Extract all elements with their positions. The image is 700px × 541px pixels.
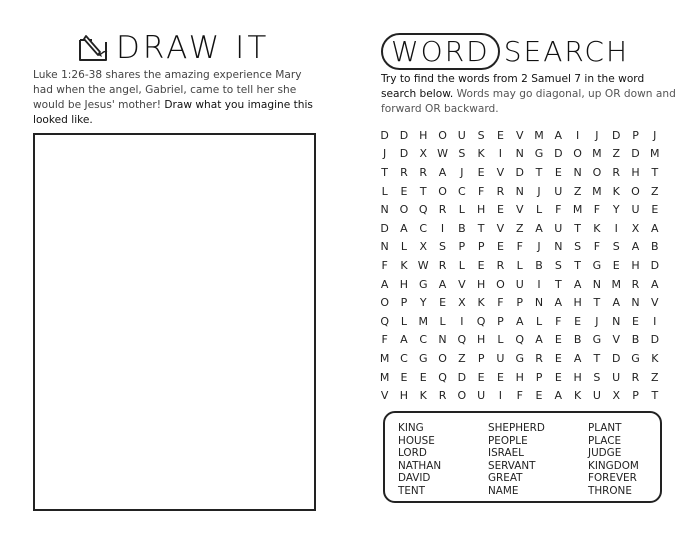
grid-letter[interactable]: V bbox=[515, 128, 524, 142]
grid-letter[interactable]: W bbox=[437, 147, 448, 161]
grid-letter[interactable]: A bbox=[573, 277, 582, 291]
grid-letter[interactable]: G bbox=[515, 351, 524, 365]
grid-letter[interactable]: U bbox=[631, 203, 640, 217]
grid-letter[interactable]: T bbox=[477, 221, 485, 235]
grid-letter[interactable]: P bbox=[632, 128, 639, 142]
draw-it-intro-text: Luke 1:26-38 shares the amazing experience Mary had when the angel, Gabriel, came to tell her she would be Jesus' mother! bbox=[33, 69, 302, 111]
grid-letter[interactable]: A bbox=[554, 389, 563, 403]
grid-letter[interactable]: T bbox=[651, 389, 659, 403]
grid-letter[interactable]: M bbox=[592, 147, 602, 161]
grid-letter[interactable]: M bbox=[572, 203, 583, 217]
grid-letter[interactable]: U bbox=[496, 351, 505, 365]
grid-letter[interactable]: O bbox=[573, 147, 582, 161]
grid-letter[interactable]: H bbox=[399, 277, 409, 291]
grid-letter[interactable]: M bbox=[592, 184, 602, 198]
grid-letter[interactable]: L bbox=[535, 314, 543, 328]
grid-letter[interactable]: P bbox=[535, 370, 543, 384]
grid-letter[interactable]: R bbox=[535, 351, 543, 365]
grid-row bbox=[375, 312, 685, 331]
grid-letter[interactable]: M bbox=[418, 314, 428, 328]
grid-letter[interactable]: E bbox=[554, 351, 562, 365]
grid-letter[interactable]: T bbox=[535, 165, 543, 179]
grid-letter[interactable]: N bbox=[438, 333, 447, 347]
grid-letter[interactable]: D bbox=[399, 128, 409, 142]
grid-letter[interactable]: K bbox=[477, 147, 485, 161]
grid-letter[interactable]: Q bbox=[380, 314, 389, 328]
grid-letter[interactable]: X bbox=[612, 389, 620, 403]
grid-letter[interactable]: H bbox=[515, 370, 524, 384]
grid-letter[interactable]: T bbox=[574, 221, 581, 235]
grid-letter[interactable]: V bbox=[380, 389, 389, 403]
grid-letter[interactable]: I bbox=[440, 221, 445, 235]
grid-letter[interactable]: F bbox=[555, 314, 562, 328]
grid-letter[interactable]: O bbox=[438, 184, 447, 198]
grid-letter[interactable]: N bbox=[380, 240, 389, 254]
grid-letter[interactable]: E bbox=[477, 370, 485, 384]
grid-letter[interactable]: H bbox=[399, 389, 409, 403]
draw-it-title: DRAW IT bbox=[116, 29, 270, 66]
grid-row bbox=[375, 238, 685, 257]
grid-letter[interactable]: N bbox=[573, 165, 582, 179]
word-search-section bbox=[375, 0, 685, 541]
grid-row bbox=[375, 256, 685, 275]
grid-letter[interactable]: J bbox=[595, 314, 599, 328]
grid-letter[interactable]: T bbox=[419, 184, 427, 198]
draw-it-section bbox=[30, 0, 330, 541]
word-list-box bbox=[383, 411, 662, 503]
grid-letter[interactable]: Z bbox=[612, 147, 620, 161]
grid-letter[interactable]: L bbox=[458, 258, 465, 272]
grid-letter[interactable]: D bbox=[457, 370, 467, 384]
grid-letter[interactable]: H bbox=[573, 370, 582, 384]
grid-letter[interactable]: D bbox=[631, 147, 640, 161]
grid-letter[interactable]: I bbox=[653, 314, 657, 328]
grid-letter[interactable]: E bbox=[496, 203, 504, 217]
word-list-item: SHEPHERD bbox=[488, 422, 545, 434]
grid-letter[interactable]: S bbox=[439, 240, 447, 254]
grid-letter[interactable]: U bbox=[592, 389, 601, 403]
grid-letter[interactable]: Z bbox=[651, 370, 659, 384]
grid-letter[interactable]: P bbox=[497, 314, 504, 328]
grid-letter[interactable]: D bbox=[380, 221, 389, 235]
grid-letter[interactable]: R bbox=[496, 184, 505, 198]
grid-letter[interactable]: K bbox=[400, 258, 408, 272]
grid-letter[interactable]: D bbox=[399, 147, 409, 161]
grid-letter[interactable]: P bbox=[632, 389, 639, 403]
grid-letter[interactable]: N bbox=[515, 147, 524, 161]
grid-letter[interactable]: Z bbox=[651, 184, 659, 198]
grid-letter[interactable]: S bbox=[612, 240, 620, 254]
grid-letter[interactable]: S bbox=[458, 147, 466, 161]
grid-letter[interactable]: B bbox=[535, 258, 543, 272]
grid-letter[interactable]: B bbox=[631, 333, 640, 347]
grid-letter[interactable]: E bbox=[400, 370, 408, 384]
grid-letter[interactable]: R bbox=[438, 203, 447, 217]
grid-letter[interactable]: I bbox=[498, 389, 503, 403]
grid-letter[interactable]: Y bbox=[612, 203, 620, 217]
grid-letter[interactable]: K bbox=[574, 389, 582, 403]
grid-letter[interactable]: O bbox=[631, 184, 640, 198]
grid-letter[interactable]: V bbox=[496, 221, 505, 235]
grid-row bbox=[375, 145, 685, 164]
grid-letter[interactable]: F bbox=[477, 184, 485, 198]
word-list-item: NATHAN bbox=[398, 459, 442, 472]
grid-letter[interactable]: T bbox=[381, 165, 389, 179]
grid-letter[interactable]: X bbox=[419, 147, 428, 161]
grid-letter[interactable]: D bbox=[650, 333, 660, 347]
grid-letter[interactable]: O bbox=[438, 128, 447, 142]
grid-letter[interactable]: R bbox=[496, 258, 505, 272]
grid-letter[interactable]: G bbox=[631, 351, 640, 365]
grid-letter[interactable]: N bbox=[612, 314, 621, 328]
grid-letter[interactable]: M bbox=[611, 277, 621, 291]
grid-letter[interactable]: A bbox=[631, 240, 640, 254]
grid-letter[interactable]: N bbox=[380, 203, 389, 217]
grid-letter[interactable]: O bbox=[592, 165, 602, 179]
grid-letter[interactable]: M bbox=[534, 128, 544, 142]
grid-letter[interactable]: A bbox=[380, 277, 389, 291]
grid-letter[interactable]: E bbox=[554, 165, 562, 179]
grid-letter[interactable]: G bbox=[534, 147, 544, 161]
grid-letter[interactable]: L bbox=[516, 258, 523, 272]
grid-letter[interactable]: U bbox=[457, 128, 466, 142]
grid-letter[interactable]: C bbox=[419, 333, 428, 347]
grid-row bbox=[375, 331, 685, 350]
grid-letter[interactable]: R bbox=[612, 165, 621, 179]
grid-letter[interactable]: A bbox=[554, 128, 563, 142]
grid-letter[interactable]: N bbox=[534, 296, 544, 310]
grid-letter[interactable]: Q bbox=[515, 333, 525, 347]
grid-letter[interactable]: A bbox=[554, 296, 563, 310]
grid-row bbox=[375, 349, 685, 368]
word-list-item: PLANT bbox=[588, 422, 622, 434]
grid-letter[interactable]: E bbox=[612, 258, 620, 272]
grid-letter[interactable]: G bbox=[592, 333, 602, 347]
grid-letter[interactable]: X bbox=[631, 221, 640, 235]
grid-letter[interactable]: F bbox=[381, 258, 388, 272]
grid-row bbox=[375, 200, 685, 219]
grid-letter[interactable]: C bbox=[419, 221, 428, 235]
grid-letter[interactable]: V bbox=[458, 277, 466, 291]
grid-letter[interactable]: L bbox=[458, 203, 465, 217]
grid-letter[interactable]: L bbox=[400, 240, 408, 254]
grid-letter[interactable]: D bbox=[554, 147, 563, 161]
grid-letter[interactable]: A bbox=[651, 221, 659, 235]
word-search-instructions bbox=[381, 72, 681, 117]
grid-letter[interactable]: E bbox=[554, 333, 562, 347]
draw-it-instructions bbox=[33, 68, 323, 128]
grid-letter[interactable]: P bbox=[458, 240, 466, 254]
word-list-item: NAME bbox=[488, 484, 519, 497]
grid-letter[interactable]: D bbox=[611, 351, 621, 365]
grid-letter[interactable]: J bbox=[537, 184, 541, 198]
grid-letter[interactable]: A bbox=[400, 221, 408, 235]
word-list-item: SERVANT bbox=[488, 459, 536, 472]
grid-row bbox=[375, 182, 685, 201]
grid-letter[interactable]: S bbox=[477, 128, 485, 142]
grid-letter[interactable]: U bbox=[554, 184, 563, 198]
grid-row bbox=[375, 219, 685, 238]
grid-row bbox=[375, 126, 685, 145]
word-search-intro-note: Words may go diagonal, up OR down and forward OR backward. bbox=[381, 88, 676, 115]
grid-letter[interactable]: I bbox=[460, 314, 464, 328]
word-list-item: KINGDOM bbox=[588, 459, 639, 472]
grid-letter[interactable]: A bbox=[535, 333, 543, 347]
grid-letter[interactable]: H bbox=[573, 296, 582, 310]
word-list-item: FOREVER bbox=[588, 472, 637, 485]
grid-letter[interactable]: J bbox=[460, 165, 464, 179]
grid-letter[interactable]: Z bbox=[573, 184, 582, 198]
word-list-item: LORD bbox=[398, 447, 427, 460]
draw-it-header bbox=[76, 28, 269, 68]
grid-letter[interactable]: J bbox=[383, 147, 387, 161]
grid-letter[interactable]: B bbox=[573, 333, 582, 347]
grid-letter[interactable]: E bbox=[477, 258, 485, 272]
grid-letter[interactable]: F bbox=[516, 389, 523, 403]
grid-letter[interactable]: E bbox=[439, 296, 447, 310]
grid-letter[interactable]: P bbox=[477, 240, 485, 254]
word-list-item: ISRAEL bbox=[488, 447, 524, 460]
grid-letter[interactable]: F bbox=[497, 296, 504, 310]
grid-letter[interactable]: L bbox=[535, 203, 543, 217]
word-list-item: JUDGE bbox=[588, 447, 622, 460]
grid-letter[interactable]: E bbox=[574, 314, 582, 328]
word-list-item: GREAT bbox=[488, 472, 523, 485]
grid-letter[interactable]: M bbox=[379, 370, 390, 384]
grid-letter[interactable]: L bbox=[497, 333, 504, 347]
grid-letter[interactable]: G bbox=[592, 258, 602, 272]
word-list-item: TENT bbox=[398, 484, 426, 497]
grid-letter[interactable]: P bbox=[477, 351, 485, 365]
grid-letter[interactable]: O bbox=[457, 389, 467, 403]
grid-letter[interactable]: H bbox=[419, 128, 428, 142]
grid-letter[interactable]: O bbox=[380, 296, 389, 310]
grid-letter[interactable]: A bbox=[438, 277, 447, 291]
grid-letter[interactable]: B bbox=[651, 240, 659, 254]
grid-letter[interactable]: H bbox=[476, 203, 486, 217]
grid-letter[interactable]: J bbox=[537, 240, 541, 254]
grid-letter[interactable]: J bbox=[653, 128, 657, 142]
word-search-title-word: WORD bbox=[381, 33, 500, 70]
grid-letter[interactable]: E bbox=[554, 370, 562, 384]
grid-letter[interactable]: E bbox=[651, 203, 659, 217]
grid-letter[interactable]: L bbox=[381, 184, 388, 198]
grid-letter[interactable]: E bbox=[535, 389, 543, 403]
grid-row bbox=[375, 293, 685, 312]
grid-letter[interactable]: R bbox=[438, 258, 447, 272]
grid-letter[interactable]: V bbox=[515, 203, 524, 217]
grid-letter[interactable]: I bbox=[498, 147, 503, 161]
grid-letter[interactable]: A bbox=[535, 221, 543, 235]
word-list-item: PEOPLE bbox=[488, 434, 528, 447]
draw-it-prompt: Draw what you imagine this looked like. bbox=[33, 99, 313, 126]
grid-letter[interactable]: I bbox=[537, 277, 541, 291]
grid-row bbox=[375, 386, 685, 405]
word-list-item: PLACE bbox=[588, 434, 622, 447]
grid-letter[interactable]: M bbox=[379, 351, 390, 365]
grid-letter[interactable]: F bbox=[381, 333, 388, 347]
grid-row bbox=[375, 275, 685, 294]
grid-letter[interactable]: T bbox=[651, 165, 659, 179]
grid-letter[interactable]: H bbox=[476, 277, 486, 291]
word-list-column bbox=[588, 422, 639, 498]
grid-letter[interactable]: H bbox=[476, 333, 486, 347]
grid-letter[interactable]: Z bbox=[458, 351, 466, 365]
grid-letter[interactable]: E bbox=[400, 184, 408, 198]
grid-letter[interactable]: M bbox=[650, 147, 660, 161]
grid-letter[interactable]: R bbox=[438, 389, 447, 403]
grid-letter[interactable]: P bbox=[400, 296, 408, 310]
grid-letter[interactable]: D bbox=[380, 128, 389, 142]
grid-letter[interactable]: B bbox=[458, 221, 466, 235]
grid-row bbox=[375, 163, 685, 182]
grid-letter[interactable]: X bbox=[458, 296, 466, 310]
grid-letter[interactable]: V bbox=[651, 296, 659, 310]
grid-letter[interactable]: F bbox=[516, 240, 523, 254]
grid-letter[interactable]: Q bbox=[438, 370, 447, 384]
grid-letter[interactable]: K bbox=[419, 389, 427, 403]
grid-letter[interactable]: V bbox=[496, 165, 505, 179]
grid-letter[interactable]: U bbox=[515, 277, 524, 291]
grid-letter[interactable]: D bbox=[611, 128, 621, 142]
grid-letter[interactable]: A bbox=[515, 314, 524, 328]
grid-letter[interactable]: A bbox=[438, 165, 447, 179]
grid-letter[interactable]: T bbox=[554, 277, 562, 291]
grid-letter[interactable]: Z bbox=[515, 221, 524, 235]
grid-letter[interactable]: H bbox=[631, 258, 640, 272]
grid-letter[interactable]: S bbox=[554, 258, 562, 272]
grid-letter[interactable]: A bbox=[573, 351, 582, 365]
grid-letter[interactable]: U bbox=[554, 221, 563, 235]
grid-letter[interactable]: V bbox=[612, 333, 620, 347]
word-list-item: THRONE bbox=[588, 484, 632, 497]
grid-letter[interactable]: I bbox=[575, 128, 580, 142]
grid-letter[interactable]: E bbox=[477, 165, 485, 179]
grid-letter[interactable]: Q bbox=[418, 203, 428, 217]
word-list-item: HOUSE bbox=[398, 434, 435, 447]
word-list-item: DAVID bbox=[398, 472, 431, 485]
word-list-item: KING bbox=[398, 422, 424, 434]
grid-letter[interactable]: K bbox=[477, 296, 485, 310]
grid-letter[interactable]: K bbox=[593, 221, 601, 235]
word-search-header bbox=[381, 32, 629, 70]
grid-letter[interactable]: E bbox=[496, 370, 504, 384]
grid-letter[interactable]: E bbox=[632, 314, 639, 328]
grid-letter[interactable]: G bbox=[418, 351, 428, 365]
grid-letter[interactable]: W bbox=[417, 258, 429, 272]
grid-letter[interactable]: U bbox=[612, 370, 621, 384]
word-search-title-search: SEARCH bbox=[503, 34, 630, 68]
grid-letter[interactable]: C bbox=[400, 351, 408, 365]
grid-letter[interactable]: S bbox=[574, 240, 582, 254]
grid-letter[interactable]: Q bbox=[476, 314, 486, 328]
grid-letter[interactable]: K bbox=[651, 351, 659, 365]
grid-letter[interactable]: R bbox=[419, 165, 428, 179]
grid-letter[interactable]: D bbox=[650, 258, 660, 272]
grid-letter[interactable]: F bbox=[555, 203, 562, 217]
grid-letter[interactable]: S bbox=[593, 370, 601, 384]
grid-letter[interactable]: T bbox=[574, 258, 581, 272]
word-search-intro-main: Try to find the words from 2 Samuel 7 in the word search below. bbox=[381, 73, 645, 100]
grid-letter[interactable]: R bbox=[400, 165, 408, 179]
grid-letter[interactable]: G bbox=[418, 277, 428, 291]
grid-letter[interactable]: R bbox=[631, 370, 640, 384]
word-list-column bbox=[398, 422, 441, 498]
grid-letter[interactable]: D bbox=[515, 165, 524, 179]
grid-letter[interactable]: Y bbox=[419, 296, 427, 310]
grid-letter[interactable]: F bbox=[593, 240, 601, 254]
grid-letter[interactable]: H bbox=[631, 165, 640, 179]
word-list-column bbox=[488, 422, 545, 498]
grid-letter[interactable]: I bbox=[614, 221, 618, 235]
grid-row bbox=[375, 368, 685, 387]
drawing-area[interactable] bbox=[33, 133, 316, 511]
grid-letter[interactable]: A bbox=[612, 296, 620, 310]
grid-letter[interactable]: A bbox=[651, 277, 659, 291]
letter-grid bbox=[375, 126, 685, 405]
grid-letter[interactable]: E bbox=[496, 240, 504, 254]
grid-letter[interactable]: P bbox=[516, 296, 524, 310]
grid-letter[interactable]: T bbox=[593, 296, 601, 310]
grid-letter[interactable]: J bbox=[595, 128, 599, 142]
grid-letter[interactable]: F bbox=[593, 203, 601, 217]
grid-letter[interactable]: L bbox=[400, 314, 408, 328]
grid-letter[interactable]: L bbox=[439, 314, 446, 328]
grid-letter[interactable]: A bbox=[400, 333, 408, 347]
grid-letter[interactable]: K bbox=[612, 184, 620, 198]
grid-letter[interactable]: O bbox=[438, 351, 447, 365]
grid-letter[interactable]: N bbox=[631, 296, 640, 310]
pencil-icon bbox=[76, 33, 112, 63]
grid-letter[interactable]: O bbox=[399, 203, 409, 217]
grid-letter[interactable]: E bbox=[496, 128, 504, 142]
grid-letter[interactable]: T bbox=[593, 351, 601, 365]
grid-letter[interactable]: N bbox=[592, 277, 602, 291]
grid-letter[interactable]: U bbox=[477, 389, 486, 403]
grid-letter[interactable]: C bbox=[457, 184, 466, 198]
grid-letter[interactable]: Q bbox=[457, 333, 467, 347]
grid-letter[interactable]: E bbox=[419, 370, 427, 384]
grid-letter[interactable]: N bbox=[515, 184, 524, 198]
grid-letter[interactable]: O bbox=[496, 277, 505, 291]
grid-letter[interactable]: N bbox=[554, 240, 563, 254]
grid-letter[interactable]: R bbox=[631, 277, 640, 291]
grid-letter[interactable]: X bbox=[419, 240, 428, 254]
